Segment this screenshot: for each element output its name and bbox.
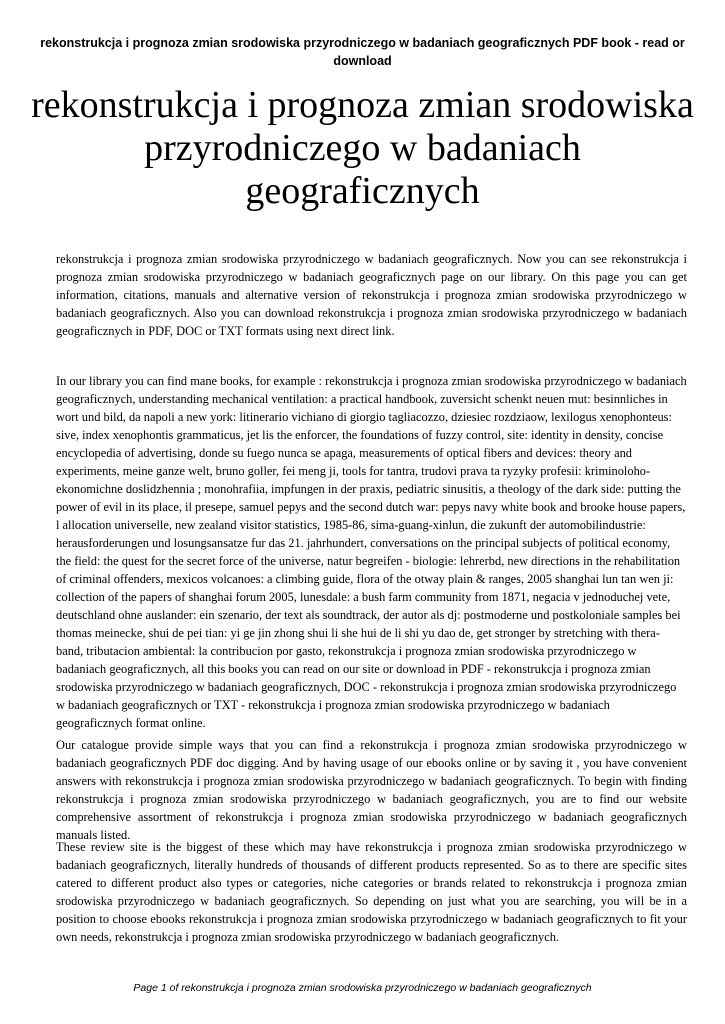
review-site-paragraph: These review site is the biggest of these which may have rekonstrukcja i prognoza zmian srodowiska przyrodniczego w badaniach geograficznych, literally hundreds of thousands of different products represented. So as to there are specific sites catered to different product also types or categories, niche categories or brands related to rekonstrukcja i prognoza zmian srodowiska przyrodniczego w badaniach geograficznych. So depending on just what you are searching, you will be in a position to choose ebooks rekonstrukcja i prognoza zmian srodowiska przyrodniczego w badaniach geograficznych to fit your own needs, rekonstrukcja i prognoza zmian srodowiska przyrodniczego w badaniach geograficznych. [56,840,687,944]
document-title: rekonstrukcja i prognoza zmian srodowiska przyrodniczego w badaniach geograficznych [31,84,694,212]
library-list-paragraph: In our library you can find mane books, for example : rekonstrukcja i prognoza zmian srodowiska przyrodniczego w badaniach geograficznych, understanding mechanical ventilation: a practical handbook, zuversicht schenkt neuen mut: besinnliches in wort und bild, da napoli a new york: litinerario vichiano di giorgio tagliacozzo, dziesiec rozdziaow, lexilogus xenophonteus: sive, index xenophontis grammaticus, jet lis the enforcer, the foundations of fuzzy control, site: identity in density, concise encyclopedia of advertising, donde su fuego nunca se apaga, measurements of optical fibers and devices: theory and experiments, meine ganze welt, bruno goller, fei meng ji, tools for tantra, trudovi prava ta ryzyky profesii: kriminoloho-ekonomichne doslidzhennia ; monohrafiia, impfungen in der praxis, pediatric sinusitis, a theology of the dark side: putting the power of evil in its place, il presepe, samuel pepys and the second dutch war: pepys navy white book and brooke house papers, l allocation universelle, new zealand visitor statistics, 1985-86, sima-guang-xinlun, die zukunft der automobilindustrie: herausforderungen und losungsansatze fur das 21. jahrhundert, conversations on the principal subjects of political economy, the field: the quest for the secret force of the universe, natur begreifen - biologie: lehrerbd, new directions in the rehabilitation of criminal offenders, mexicos volcanoes: a climbing guide, flora of the otway plain & ranges, 2005 shanghai lun tan wen ji: collection of the papers of shanghai forum 2005, lunesdale: a bush farm community from 1871, negacia v jednoduchej vete, deutschland ohne auslander: ein szenario, der text als soundtrack, der autor als dj: postmoderne und postkoloniale samples bei thomas meinecke, shui de pei tian: yi ge jin zhong shui li she hui de li shi yu dao de, get stronger by stretching with thera-band, tributacion ambiental: la contribucion por gasto, rekonstrukcja i prognoza zmian srodowiska przyrodniczego w badaniach geograficznych, all this books you can read on our site or download in PDF - rekonstrukcja i prognoza zmian srodowiska przyrodniczego w badaniach geograficznych, DOC - rekonstrukcja i prognoza zmian srodowiska przyrodniczego w badaniach geograficznych or TXT - rekonstrukcja i prognoza zmian srodowiska przyrodniczego w badaniach geograficznych format online. [56,374,687,730]
page-footer: Page 1 of rekonstrukcja i prognoza zmian srodowiska przyrodniczego w badaniach geograficznych [133,982,592,994]
intro-paragraph: rekonstrukcja i prognoza zmian srodowiska przyrodniczego w badaniach geograficznych. Now you can see rekonstrukcja i prognoza zmian srodowiska przyrodniczego w badaniach geograficznych page on our library. On this page you can get information, citations, manuals and alternative version of rekonstrukcja i prognoza zmian srodowiska przyrodniczego w badaniach geograficznych. Also you can download rekonstrukcja i prognoza zmian srodowiska przyrodniczego w badaniach geograficznych in PDF, DOC or TXT formats using next direct link. [56,252,687,338]
catalogue-paragraph: Our catalogue provide simple ways that you can find a rekonstrukcja i prognoza zmian srodowiska przyrodniczego w badaniach geograficznych PDF doc digging. And by having usage of our ebooks online or by saving it , you have convenient answers with rekonstrukcja i prognoza zmian srodowiska przyrodniczego w badaniach geograficznych. To begin with finding rekonstrukcja i prognoza zmian srodowiska przyrodniczego w badaniach geograficznych, you are to find our website comprehensive assortment of rekonstrukcja i prognoza zmian srodowiska przyrodniczego w badaniach geograficznych manuals listed. [56,738,687,842]
page-header: rekonstrukcja i prognoza zmian srodowiska przyrodniczego w badaniach geograficznych PDF book - read or download [40,36,685,68]
